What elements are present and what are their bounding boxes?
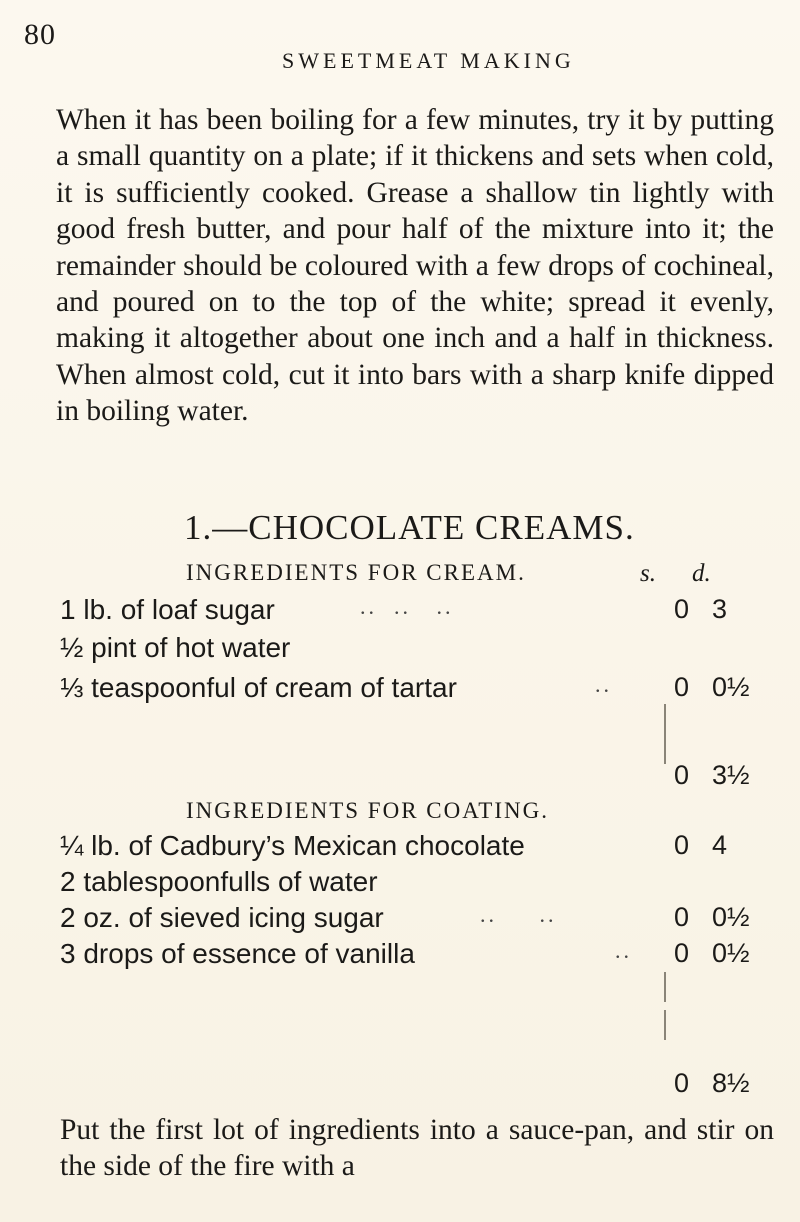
cost-pence: 0½	[712, 902, 750, 932]
cost-shillings: 0	[674, 672, 690, 702]
coating-ingredient-row	[60, 902, 750, 936]
column-rule	[664, 1010, 666, 1040]
column-rule	[664, 734, 666, 764]
cost-shillings: 0	[674, 938, 690, 968]
leader-dots: .. .. ..	[360, 594, 454, 619]
ingredient-line: ½ pint of hot water	[60, 632, 291, 663]
total-shillings: 0	[674, 1068, 690, 1098]
intro-paragraph: When it has been boiling for a few minutes, try it by putting a small quantity on a plate; if it thickens and sets when cold, it is sufficiently cooked. Grease a shallow tin lightly with good fresh butter, and pour half of the mixture into it; the remainder should be coloured with a few drops of cochineal, and poured on to the top of the white; spread it evenly, making it altogether about one inch and a half in thickness. When almost cold, cut it into bars with a sharp knife dipped in boiling water.	[56, 104, 774, 428]
total-pence: 8½	[712, 1068, 750, 1098]
coating-ingredient-row	[60, 938, 750, 972]
pence-heading: d.	[692, 560, 711, 587]
running-head: SWEETMEAT MAKING	[282, 48, 575, 73]
ingredient-line: 2 oz. of sieved icing sugar	[60, 902, 384, 933]
page-number: 80	[24, 18, 56, 51]
total-pence: 3½	[712, 760, 750, 790]
ingredient-line: 1 lb. of loaf sugar	[60, 594, 275, 625]
ingredient-line: ⅓ teaspoonful of cream of tartar	[60, 672, 457, 703]
cream-ingredient-row	[60, 632, 740, 666]
leader-dots: .. ..	[480, 902, 557, 927]
cost-shillings: 0	[674, 902, 690, 932]
coating-ingredients-heading: INGREDIENTS FOR COATING.	[186, 798, 549, 823]
cost-shillings: 0	[674, 594, 690, 624]
total-shillings: 0	[674, 760, 690, 790]
ingredient-line: 2 tablespoonfulls of water	[60, 866, 378, 897]
column-rule	[664, 972, 666, 1002]
cost-pence: 0½	[712, 938, 750, 968]
coating-ingredient-row	[60, 830, 740, 864]
method-paragraph: Put the first lot of ingredients into a sauce-pan, and stir on the side of the fire with a	[60, 1114, 774, 1182]
recipe-title: 1.—CHOCOLATE CREAMS.	[184, 508, 635, 547]
shillings-heading: s.	[640, 560, 656, 587]
cost-pence: 3	[712, 594, 728, 624]
cream-ingredient-row	[60, 594, 740, 628]
cream-ingredient-row	[60, 672, 750, 706]
ingredient-line: 3 drops of essence of vanilla	[60, 938, 415, 969]
column-rule	[664, 704, 666, 734]
cost-pence: 0½	[712, 672, 750, 702]
coating-ingredient-row	[60, 866, 740, 900]
cost-shillings: 0	[674, 830, 690, 860]
cream-ingredients-heading: INGREDIENTS FOR CREAM.	[186, 560, 526, 585]
leader-dots: ..	[595, 672, 612, 697]
cost-pence: 4	[712, 830, 728, 860]
ingredient-line: ¼ lb. of Cadbury’s Mexican chocolate	[60, 830, 525, 861]
leader-dots: ..	[615, 938, 632, 963]
